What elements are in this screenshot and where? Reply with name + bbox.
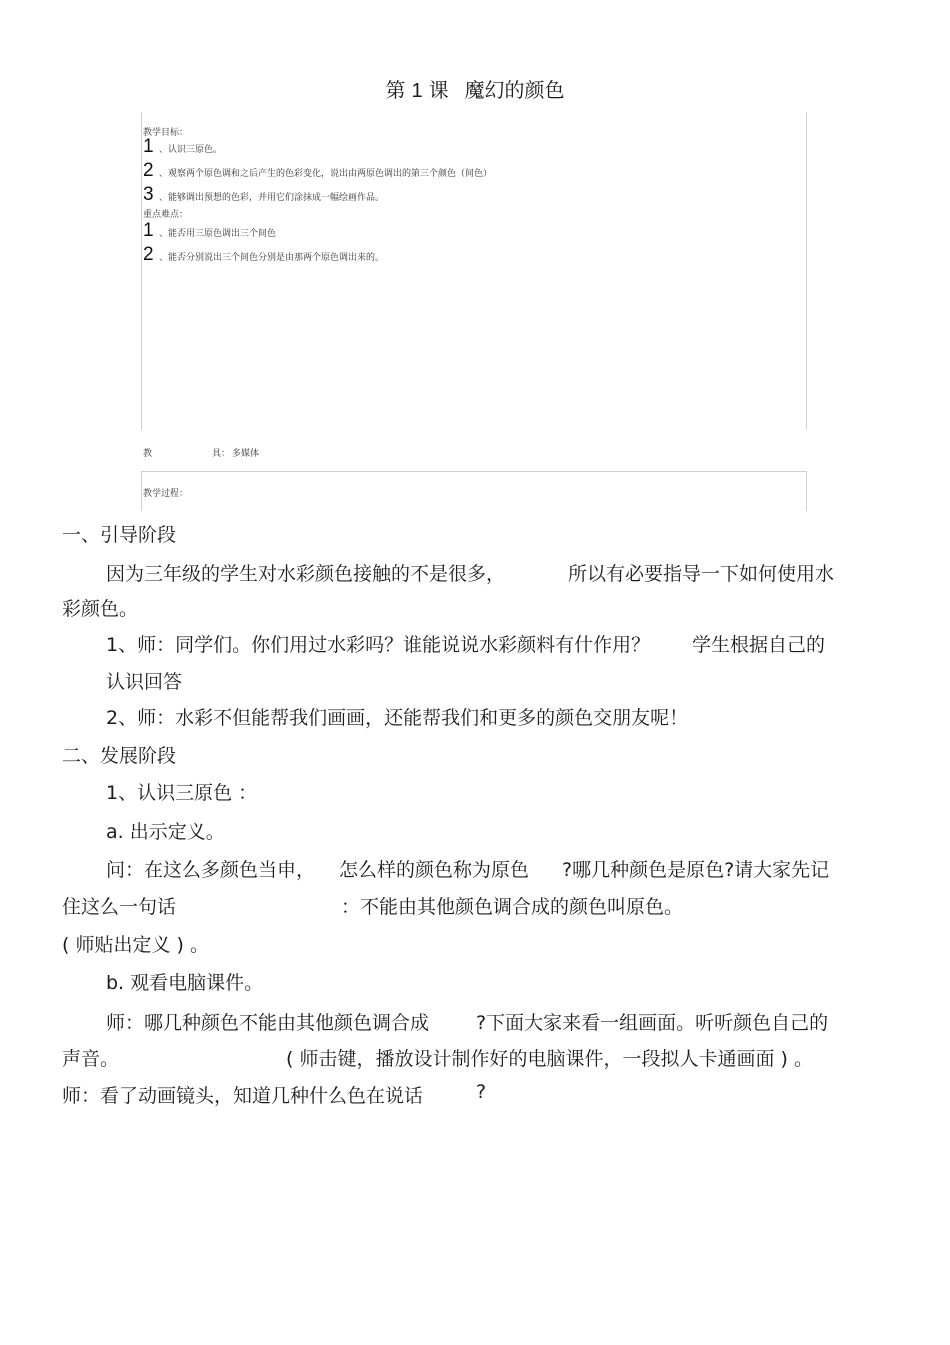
goal-item-1 <box>143 136 222 158</box>
goal-item-text: 、认识三原色。 <box>159 145 223 155</box>
s1-item-1-part-c: 认识回答 <box>106 671 183 693</box>
s1-item-1-part-b: 学生根据自己的 <box>692 634 826 656</box>
process-box-top-border <box>141 471 807 472</box>
goal-item-number: 3 <box>143 184 154 205</box>
tools-label-a: 教 <box>143 449 153 459</box>
title-lesson-name: 魔幻的颜色 <box>464 78 565 102</box>
section-1-heading: 一、引导阶段 <box>62 524 177 546</box>
s2-teacher-part-c: 声音。 <box>62 1048 120 1070</box>
s2-item-b: b. 观看电脑课件。 <box>106 972 264 994</box>
s1-paragraph-part-c: 彩颜色。 <box>62 598 139 620</box>
s1-paragraph-part-b: 所以有必要指导一下如何使用水 <box>568 563 835 585</box>
goal-item-2 <box>143 160 492 182</box>
title-suffix: 课 <box>428 78 449 102</box>
process-box-left-border <box>141 471 142 511</box>
s2-question-part-f: ( 师贴出定义 ) 。 <box>62 934 209 956</box>
s2-question-part-e: ：不能由其他颜色调合成的颜色叫原色。 <box>341 896 684 918</box>
s1-item-2: 2、师：水彩不但能帮我们画画，还能帮我们和更多的颜色交朋友呢！ <box>106 707 689 729</box>
key-item-number: 2 <box>143 244 154 265</box>
title-prefix: 第 <box>385 78 406 102</box>
key-item-text: 、能否用三原色调出三个间色 <box>159 229 277 239</box>
goals-box-right-border <box>806 112 807 430</box>
section-2-heading: 二、发展阶段 <box>62 745 177 767</box>
goals-label: 教学目标： <box>143 128 189 138</box>
key-points-label: 重点难点： <box>143 210 189 220</box>
s2-item-1: 1、认识三原色 ： <box>106 782 258 804</box>
goal-item-text: 、观察两个原色调和之后产生的色彩变化，说出由两原色调出的第三个颜色（间色） <box>159 169 493 179</box>
goal-item-3 <box>143 184 384 206</box>
s1-paragraph-part-a: 因为三年级的学生对水彩颜色接触的不是很多， <box>106 563 506 585</box>
process-label: 教学过程： <box>143 489 189 499</box>
key-item-number: 1 <box>143 220 154 241</box>
s2-item-a: a. 出示定义。 <box>106 821 225 843</box>
tools-label-b: 具： <box>212 449 231 459</box>
s2-question-part-d: 住这么一句话 <box>62 896 177 918</box>
goals-box-left-border <box>141 112 142 430</box>
page-title <box>0 74 950 103</box>
key-item-1 <box>143 220 276 242</box>
process-box-right-border <box>806 471 807 511</box>
s2-teacher-part-a: 师：哪几种颜色不能由其他颜色调合成 <box>106 1012 430 1034</box>
title-lesson-number: 1 <box>411 80 423 102</box>
s2-teacher-part-f: ? <box>476 1081 487 1103</box>
s2-teacher-part-b: ?下面大家来看一组画面。听听颜色自己的 <box>476 1012 829 1034</box>
tools-value: 多媒体 <box>232 449 260 459</box>
s1-item-1-part-a: 1、师：同学们。你们用过水彩吗？谁能说说水彩颜料有什作用？ <box>106 634 651 656</box>
key-item-2 <box>143 244 384 266</box>
key-item-text: 、能否分别说出三个间色分别是由那两个原色调出来的。 <box>159 253 385 263</box>
s2-question-part-a: 问：在这么多颜色当申， <box>106 859 316 881</box>
s2-teacher-part-d: ( 师击键，播放设计制作好的电脑课件，一段拟人卡通画面 ) 。 <box>286 1048 813 1070</box>
goal-item-number: 1 <box>143 136 154 157</box>
s2-teacher-part-e: 师：看了动画镜头，知道几种什么色在说话 <box>62 1085 424 1107</box>
goal-item-text: 、能够调出预想的色彩，并用它们涂抹成一幅绘画作品。 <box>159 193 385 203</box>
s2-question-part-b: 怎么样的颜色称为原色 <box>339 859 530 881</box>
s2-question-part-c: ?哪几种颜色是原色?请大家先记 <box>562 859 830 881</box>
goal-item-number: 2 <box>143 160 154 181</box>
